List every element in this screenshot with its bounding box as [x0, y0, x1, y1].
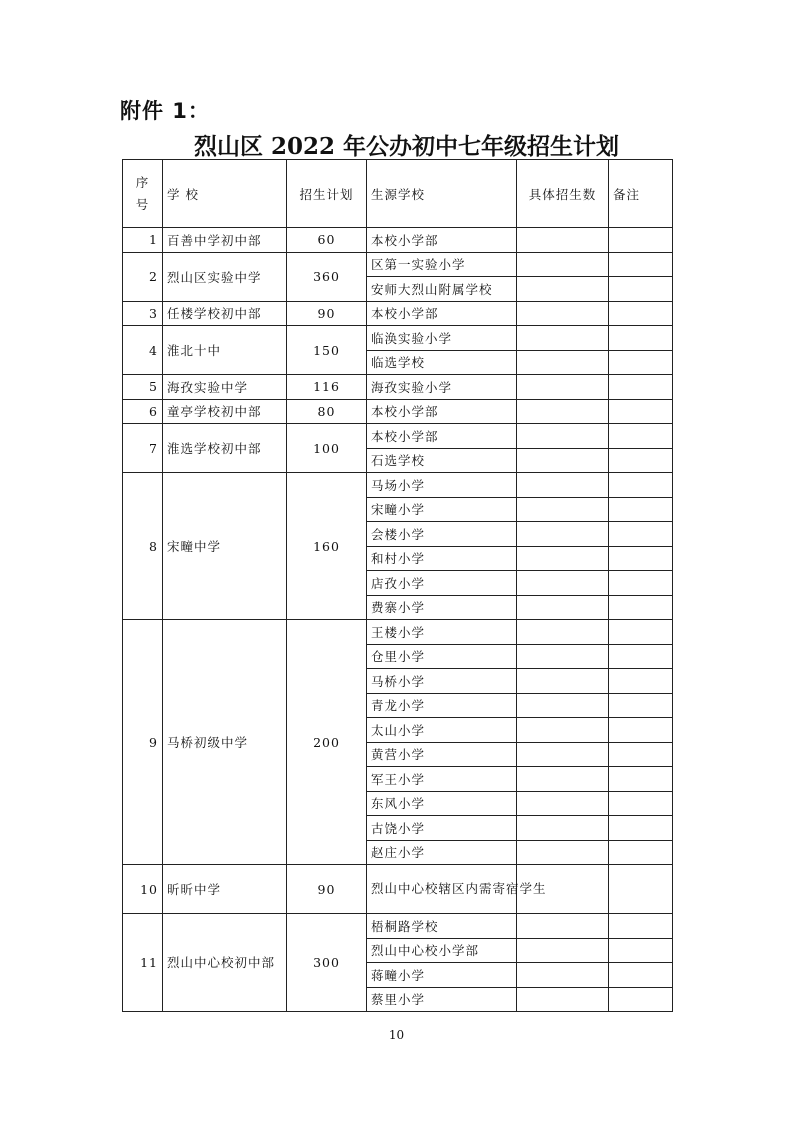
- row-school: 海孜实验中学: [163, 375, 287, 400]
- row-source-school: 蔡里小学: [367, 987, 517, 1012]
- row-source-school: 本校小学部: [367, 399, 517, 424]
- row-school: 童亭学校初中部: [163, 399, 287, 424]
- row-note: [609, 718, 673, 743]
- table-row: [123, 301, 673, 326]
- row-seq: 8: [123, 473, 163, 620]
- enrollment-plan-table: [122, 159, 673, 1012]
- row-count: [517, 571, 609, 596]
- row-note: [609, 350, 673, 375]
- row-source-school: 马桥小学: [367, 669, 517, 694]
- row-note: [609, 963, 673, 988]
- row-count: [517, 448, 609, 473]
- row-source-school: 宋疃小学: [367, 497, 517, 522]
- row-seq: 10: [123, 865, 163, 914]
- table-row: [123, 252, 673, 277]
- row-count: [517, 424, 609, 449]
- row-source-school: 梧桐路学校: [367, 914, 517, 939]
- row-note: [609, 742, 673, 767]
- table-row: [123, 326, 673, 351]
- row-note: [609, 816, 673, 841]
- row-plan: 90: [287, 301, 367, 326]
- row-count: [517, 938, 609, 963]
- row-note: [609, 938, 673, 963]
- row-note: [609, 840, 673, 865]
- row-count: [517, 350, 609, 375]
- row-count: [517, 326, 609, 351]
- row-note: [609, 669, 673, 694]
- row-count: [517, 301, 609, 326]
- document-title: 烈山区 2022 年公办初中七年级招生计划: [193, 133, 620, 160]
- row-seq: 5: [123, 375, 163, 400]
- row-plan: 60: [287, 228, 367, 253]
- table-row: [123, 375, 673, 400]
- row-school: 烈山中心校初中部: [163, 914, 287, 1012]
- row-count: [517, 473, 609, 498]
- row-seq: 9: [123, 620, 163, 865]
- row-note: [609, 326, 673, 351]
- attachment-label: 附件 1：: [120, 99, 210, 123]
- row-plan: 100: [287, 424, 367, 473]
- row-count: [517, 522, 609, 547]
- row-source-school: 临涣实验小学: [367, 326, 517, 351]
- row-count: [517, 693, 609, 718]
- table-header-row: [123, 160, 673, 228]
- row-note: [609, 791, 673, 816]
- row-count: [517, 816, 609, 841]
- row-count: [517, 497, 609, 522]
- row-plan: 90: [287, 865, 367, 914]
- row-count: [517, 277, 609, 302]
- table-row: [123, 865, 673, 914]
- row-source-school: 东风小学: [367, 791, 517, 816]
- row-seq: 7: [123, 424, 163, 473]
- row-note: [609, 399, 673, 424]
- row-count: [517, 644, 609, 669]
- row-source-school: 石选学校: [367, 448, 517, 473]
- row-school: 马桥初级中学: [163, 620, 287, 865]
- header-school: 学 校: [163, 160, 287, 228]
- row-plan: 80: [287, 399, 367, 424]
- row-source-school: 赵庄小学: [367, 840, 517, 865]
- row-source-school: 军王小学: [367, 767, 517, 792]
- row-source-school: 太山小学: [367, 718, 517, 743]
- header-plan: 招生计划: [287, 160, 367, 228]
- row-note: [609, 571, 673, 596]
- row-source-school: 蒋疃小学: [367, 963, 517, 988]
- table-row: [123, 473, 673, 498]
- row-source-school: 马场小学: [367, 473, 517, 498]
- row-source-school: 本校小学部: [367, 424, 517, 449]
- row-note: [609, 620, 673, 645]
- row-school: 百善中学初中部: [163, 228, 287, 253]
- table-row: [123, 228, 673, 253]
- row-note: [609, 424, 673, 449]
- row-note: [609, 644, 673, 669]
- row-seq: 2: [123, 252, 163, 301]
- row-plan: 160: [287, 473, 367, 620]
- row-note: [609, 546, 673, 571]
- row-source-school: 费寨小学: [367, 595, 517, 620]
- row-count: [517, 399, 609, 424]
- row-note: [609, 987, 673, 1012]
- row-plan: 300: [287, 914, 367, 1012]
- row-seq: 3: [123, 301, 163, 326]
- row-plan: 150: [287, 326, 367, 375]
- row-source-school: 本校小学部: [367, 228, 517, 253]
- row-count: [517, 767, 609, 792]
- row-school: 任楼学校初中部: [163, 301, 287, 326]
- row-count: [517, 791, 609, 816]
- row-source-school: 王楼小学: [367, 620, 517, 645]
- row-source-school: 店孜小学: [367, 571, 517, 596]
- row-source-school: 区第一实验小学: [367, 252, 517, 277]
- row-count: [517, 546, 609, 571]
- row-school: 淮北十中: [163, 326, 287, 375]
- row-source-school: 本校小学部: [367, 301, 517, 326]
- table-row: [123, 914, 673, 939]
- row-source-school: 安师大烈山附属学校: [367, 277, 517, 302]
- row-plan: 200: [287, 620, 367, 865]
- row-school: 宋疃中学: [163, 473, 287, 620]
- row-count: [517, 375, 609, 400]
- row-count: [517, 252, 609, 277]
- header-seq: [123, 160, 163, 228]
- row-plan: 360: [287, 252, 367, 301]
- row-source-school: 古饶小学: [367, 816, 517, 841]
- row-seq: 4: [123, 326, 163, 375]
- row-seq: 1: [123, 228, 163, 253]
- header-seq-line1: 序: [135, 174, 150, 190]
- row-source-school: 临选学校: [367, 350, 517, 375]
- header-seq-line2: 号: [135, 196, 150, 212]
- row-school: 淮选学校初中部: [163, 424, 287, 473]
- row-note: [609, 252, 673, 277]
- table-row: [123, 424, 673, 449]
- row-note: [609, 375, 673, 400]
- row-source-school: 海孜实验小学: [367, 375, 517, 400]
- row-source-school: 会楼小学: [367, 522, 517, 547]
- row-source-school: 青龙小学: [367, 693, 517, 718]
- row-note: [609, 277, 673, 302]
- row-count: [517, 595, 609, 620]
- row-source-school: 黄营小学: [367, 742, 517, 767]
- row-count: [517, 620, 609, 645]
- row-count: [517, 963, 609, 988]
- row-note: [609, 865, 673, 914]
- row-note: [609, 473, 673, 498]
- header-count: 具体招生数: [517, 160, 609, 228]
- row-note: [609, 767, 673, 792]
- row-count: [517, 742, 609, 767]
- table-row: [123, 399, 673, 424]
- row-count: [517, 914, 609, 939]
- row-count: [517, 228, 609, 253]
- row-count: [517, 718, 609, 743]
- row-note: [609, 228, 673, 253]
- row-count: [517, 669, 609, 694]
- row-note: [609, 448, 673, 473]
- row-note: [609, 693, 673, 718]
- table-row: [123, 620, 673, 645]
- page-number: 10: [388, 1028, 405, 1042]
- row-source-school: 和村小学: [367, 546, 517, 571]
- row-plan: 116: [287, 375, 367, 400]
- row-source-school: 仓里小学: [367, 644, 517, 669]
- row-note: [609, 301, 673, 326]
- header-source: 生源学校: [367, 160, 517, 228]
- row-count: [517, 840, 609, 865]
- row-seq: 11: [123, 914, 163, 1012]
- row-source-school: 烈山中心校小学部: [367, 938, 517, 963]
- header-note: 备注: [609, 160, 673, 228]
- row-note: [609, 522, 673, 547]
- row-count: [517, 987, 609, 1012]
- row-seq: 6: [123, 399, 163, 424]
- row-school: 昕昕中学: [163, 865, 287, 914]
- row-source-school: 烈山中心校辖区内需寄宿学生: [367, 865, 517, 914]
- row-note: [609, 914, 673, 939]
- row-school: 烈山区实验中学: [163, 252, 287, 301]
- table-body: [123, 228, 673, 1012]
- row-note: [609, 497, 673, 522]
- row-note: [609, 595, 673, 620]
